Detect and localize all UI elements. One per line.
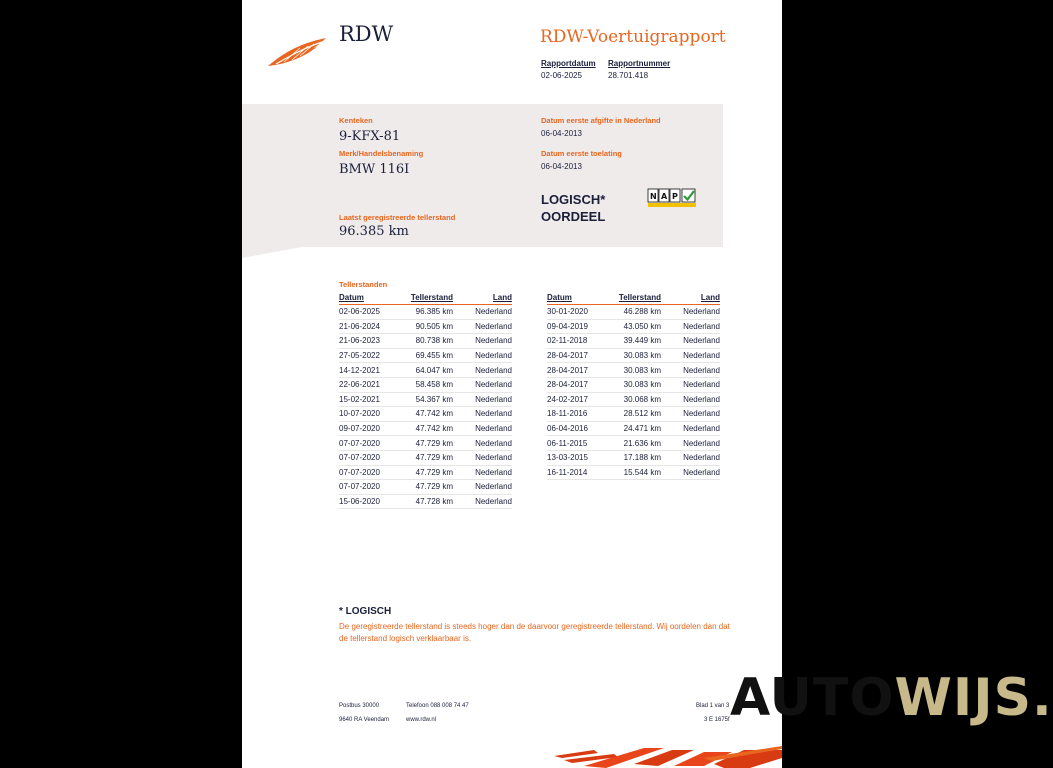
brand-name: RDW <box>339 22 394 46</box>
reading-country: Nederland <box>661 392 720 407</box>
table-row <box>547 407 720 422</box>
nap-logo-icon <box>648 189 696 207</box>
reading-date: 14-12-2021 <box>339 363 397 378</box>
reading-date: 02-06-2025 <box>339 305 397 320</box>
table-row <box>339 305 512 320</box>
reading-odometer: 80.738 km <box>397 334 453 349</box>
reading-date: 10-07-2020 <box>339 407 397 422</box>
reading-odometer: 17.188 km <box>605 450 661 465</box>
table-row <box>547 319 720 334</box>
reading-date: 09-04-2019 <box>547 319 605 334</box>
reading-date: 06-04-2016 <box>547 421 605 436</box>
reading-country: Nederland <box>661 334 720 349</box>
judgement <box>541 191 605 225</box>
reading-country: Nederland <box>453 305 512 320</box>
first-issue-label: Datum eerste afgifte in Nederland <box>541 116 661 125</box>
svg-text:A: A <box>661 192 668 201</box>
report-date-label: Rapportdatum <box>541 59 596 68</box>
table-row <box>339 480 512 495</box>
col-odometer-header: Tellerstand <box>397 292 453 305</box>
table-row <box>547 465 720 480</box>
table-row <box>339 319 512 334</box>
autowijs-watermark <box>730 668 1053 728</box>
reading-odometer: 28.512 km <box>605 407 661 422</box>
table-row <box>339 436 512 451</box>
reading-date: 28-04-2017 <box>547 377 605 392</box>
reading-date: 09-07-2020 <box>339 421 397 436</box>
reading-odometer: 47.729 km <box>397 480 453 495</box>
note-text: De geregistreerde tellerstand is steeds hoger dan de daarvoor geregistreerde tellerstand. Wij oordelen dan dat de tellerstand logisch verklaarbaar is. <box>339 622 730 643</box>
reading-date: 21-06-2023 <box>339 334 397 349</box>
reading-date: 21-06-2024 <box>339 319 397 334</box>
reading-odometer: 90.505 km <box>397 319 453 334</box>
judgement-line-1: LOGISCH* <box>541 192 606 207</box>
reading-country: Nederland <box>453 348 512 363</box>
reading-country: Nederland <box>453 465 512 480</box>
reading-odometer: 47.742 km <box>397 407 453 422</box>
first-admission-value: 06-04-2013 <box>541 162 582 171</box>
reading-odometer: 47.729 km <box>397 465 453 480</box>
table-row <box>339 407 512 422</box>
reading-country: Nederland <box>453 392 512 407</box>
table-row <box>547 377 720 392</box>
footer-page: Blad 1 van 3 <box>696 703 730 709</box>
footer-postbus: Postbus 30000 <box>339 703 380 709</box>
plate-label: Kenteken <box>339 116 373 125</box>
reading-odometer: 24.471 km <box>605 421 661 436</box>
reading-date: 07-07-2020 <box>339 450 397 465</box>
col-odometer-header: Tellerstand <box>605 292 661 305</box>
table-header-row <box>547 292 720 305</box>
reading-date: 27-05-2022 <box>339 348 397 363</box>
table-row <box>547 363 720 378</box>
reading-country: Nederland <box>453 450 512 465</box>
reading-country: Nederland <box>453 407 512 422</box>
reading-date: 30-01-2020 <box>547 305 605 320</box>
report-number-value: 28.701.418 <box>608 71 649 80</box>
col-country-header: Land <box>661 292 720 305</box>
table-row <box>547 305 720 320</box>
reading-odometer: 54.367 km <box>397 392 453 407</box>
report-number <box>608 59 670 80</box>
reading-odometer: 30.083 km <box>605 363 661 378</box>
reading-country: Nederland <box>453 319 512 334</box>
reading-date: 18-11-2016 <box>547 407 605 422</box>
first-issue-value: 06-04-2013 <box>541 129 582 138</box>
watermark-part-2: WIJS. <box>894 668 1053 728</box>
reading-country: Nederland <box>453 421 512 436</box>
table-row <box>339 363 512 378</box>
reading-date: 07-07-2020 <box>339 436 397 451</box>
readings-table-left <box>339 292 512 509</box>
table-row <box>339 348 512 363</box>
svg-text:P: P <box>672 192 678 201</box>
reading-odometer: 15.544 km <box>605 465 661 480</box>
table-row <box>547 392 720 407</box>
reading-date: 28-04-2017 <box>547 363 605 378</box>
make-value: BMW 116I <box>339 162 410 177</box>
reading-country: Nederland <box>661 407 720 422</box>
odometer-value: 96.385 km <box>339 224 409 239</box>
readings-left-body <box>339 305 512 509</box>
table-row <box>547 436 720 451</box>
make-label: Merk/Handelsbenaming <box>339 149 424 158</box>
report-page <box>242 0 782 768</box>
reading-date: 02-11-2018 <box>547 334 605 349</box>
reading-odometer: 47.742 km <box>397 421 453 436</box>
table-row <box>339 421 512 436</box>
reading-country: Nederland <box>453 436 512 451</box>
reading-country: Nederland <box>661 305 720 320</box>
reading-odometer: 47.728 km <box>397 494 453 509</box>
reading-date: 07-07-2020 <box>339 480 397 495</box>
readings-table-right <box>547 292 720 480</box>
reading-country: Nederland <box>661 319 720 334</box>
reading-odometer: 47.729 km <box>397 450 453 465</box>
reading-country: Nederland <box>661 465 720 480</box>
reading-odometer: 46.288 km <box>605 305 661 320</box>
plate-value: 9-KFX-81 <box>339 129 401 144</box>
odometer-label: Laatst geregistreerde tellerstand <box>339 213 456 222</box>
table-row <box>547 450 720 465</box>
reading-date: 22-06-2021 <box>339 377 397 392</box>
summary-tail <box>242 247 302 258</box>
reading-date: 24-02-2017 <box>547 392 605 407</box>
svg-text:N: N <box>650 192 657 201</box>
reading-odometer: 69.455 km <box>397 348 453 363</box>
table-row <box>339 377 512 392</box>
readings-right-body <box>547 305 720 480</box>
table-row <box>339 465 512 480</box>
reading-date: 13-03-2015 <box>547 450 605 465</box>
table-row <box>547 348 720 363</box>
reading-country: Nederland <box>661 363 720 378</box>
table-row <box>547 421 720 436</box>
reading-country: Nederland <box>453 334 512 349</box>
report-title: RDW-Voertuigrapport <box>540 27 726 47</box>
report-date <box>541 59 596 80</box>
judgement-line-2: OORDEEL <box>541 209 606 224</box>
footer-web: www.rdw.nl <box>406 717 437 723</box>
reading-odometer: 64.047 km <box>397 363 453 378</box>
col-date-header: Datum <box>339 292 397 305</box>
footer-city: 9640 RA Veendam <box>339 717 390 723</box>
reading-odometer: 58.458 km <box>397 377 453 392</box>
reading-country: Nederland <box>453 363 512 378</box>
footer-phone: Telefoon 088 008 74 47 <box>406 703 469 709</box>
reading-country: Nederland <box>661 348 720 363</box>
reading-date: 16-11-2014 <box>547 465 605 480</box>
report-number-label: Rapportnummer <box>608 59 671 68</box>
reading-odometer: 30.083 km <box>605 377 661 392</box>
reading-country: Nederland <box>661 436 720 451</box>
table-row <box>339 392 512 407</box>
reading-odometer: 96.385 km <box>397 305 453 320</box>
note-title: * LOGISCH <box>339 606 392 617</box>
report-date-value: 02-06-2025 <box>541 71 582 80</box>
reading-country: Nederland <box>453 480 512 495</box>
reading-date: 06-11-2015 <box>547 436 605 451</box>
table-row <box>339 494 512 509</box>
reading-country: Nederland <box>453 494 512 509</box>
reading-country: Nederland <box>661 377 720 392</box>
footer-code: 3 E 1675f <box>704 717 730 723</box>
reading-country: Nederland <box>661 421 720 436</box>
vehicle-summary <box>242 104 723 247</box>
table-row <box>547 334 720 349</box>
reading-odometer: 43.050 km <box>605 319 661 334</box>
table-row <box>339 450 512 465</box>
readings-title: Tellerstanden <box>339 280 388 289</box>
reading-odometer: 30.068 km <box>605 392 661 407</box>
reading-date: 28-04-2017 <box>547 348 605 363</box>
reading-country: Nederland <box>661 450 720 465</box>
reading-odometer: 21.636 km <box>605 436 661 451</box>
footer-stripes-icon <box>554 744 782 768</box>
reading-country: Nederland <box>453 377 512 392</box>
col-country-header: Land <box>453 292 512 305</box>
table-row <box>339 334 512 349</box>
watermark-part-1: AUTO <box>730 668 895 728</box>
reading-odometer: 47.729 km <box>397 436 453 451</box>
rdw-logo-icon <box>266 34 330 68</box>
reading-date: 07-07-2020 <box>339 465 397 480</box>
reading-odometer: 39.449 km <box>605 334 661 349</box>
table-header-row <box>339 292 512 305</box>
first-admission-label: Datum eerste toelating <box>541 149 622 158</box>
col-date-header: Datum <box>547 292 605 305</box>
reading-date: 15-02-2021 <box>339 392 397 407</box>
reading-odometer: 30.083 km <box>605 348 661 363</box>
reading-date: 15-06-2020 <box>339 494 397 509</box>
